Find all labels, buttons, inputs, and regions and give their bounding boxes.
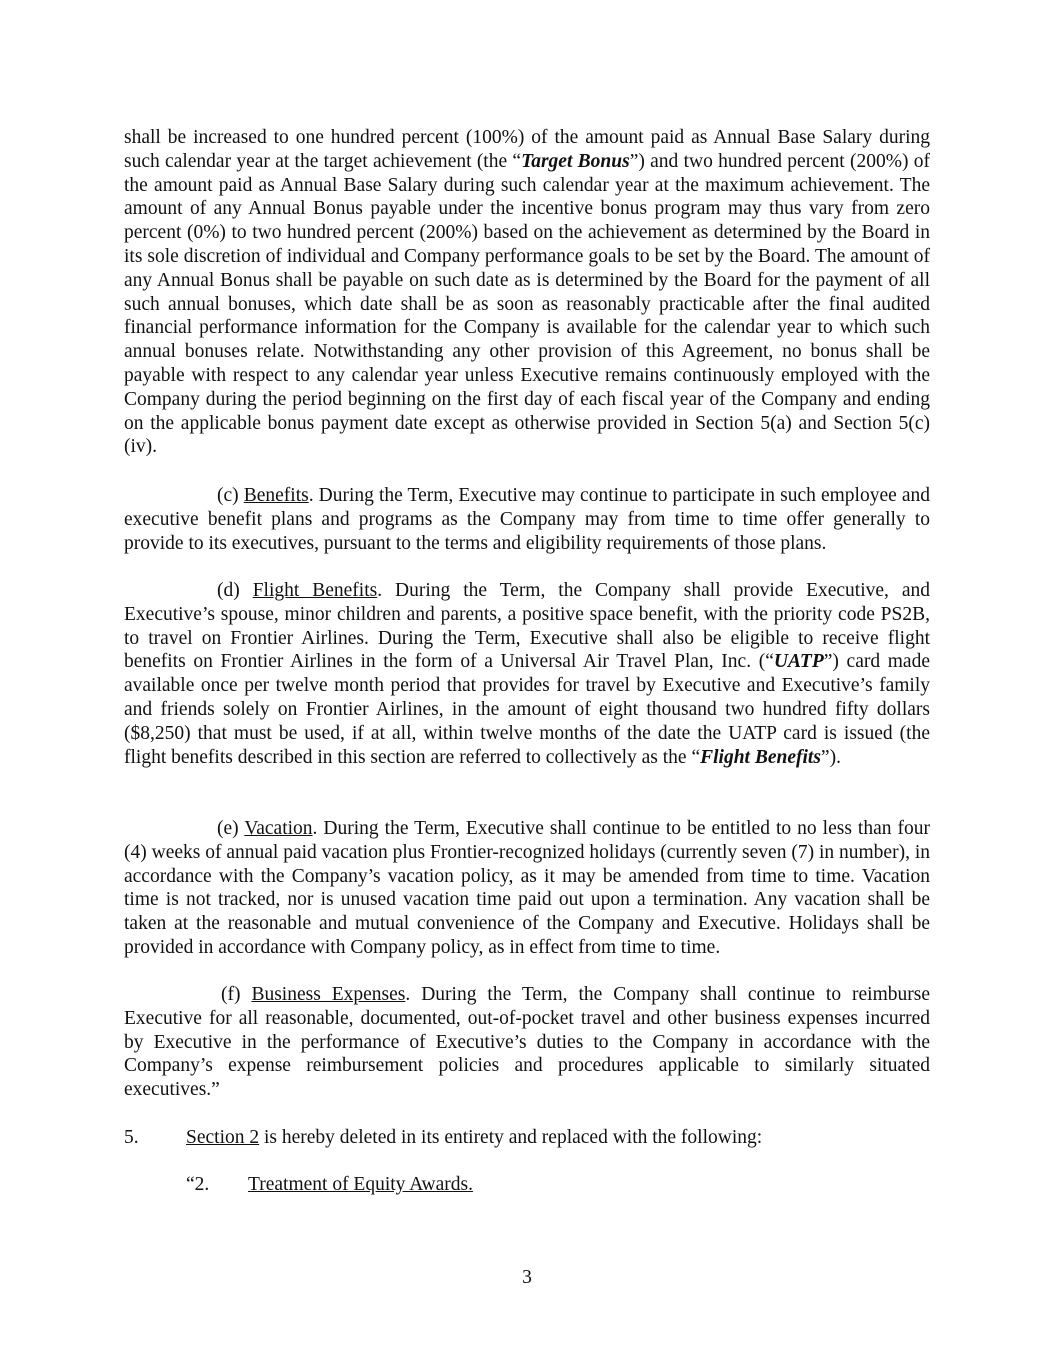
business-expenses-heading: Business Expenses	[251, 984, 406, 1005]
defined-term-target-bonus: Target Bonus	[521, 150, 630, 172]
defined-term-flight-benefits: Flight Benefits	[700, 746, 821, 768]
section-2-reference: Section 2	[186, 1127, 260, 1148]
defined-term-uatp: UATP	[773, 651, 824, 673]
flight-benefits-paragraph: (d) Flight Benefits. During the Term, the Company shall provide Executive, and Executive’s spouse, minor children and parents, a positive space benefit, with the priority code PS2B, to travel on Frontier Airlines. During the Term, Executive shall also be eligible to receive flight benefits on Frontier Airlines in the form of a Universal Air Travel Plan, Inc. (“UATP”) card made available once per twelve month period that provides for travel by Executive and Executive’s family and friends solely on Frontier Airlines, in the amount of eight thousand two hundred fifty dollars ($8,250) that must be used, if at all, within twelve months of the date the UATP card is issued (the flight benefits described in this section are referred to collectively as the “Flight Benefits”).	[124, 580, 931, 768]
equity-awards-number: “2.	[186, 1174, 210, 1195]
item-5	[124, 1126, 139, 1150]
business-expenses-paragraph: (f) Business Expenses. During the Term, the Company shall continue to reimburse Executive for all reasonable, documented, out-of-pocket travel and other business expenses incurred by Executive in the performance of Executive’s duties to the Company in accordance with the Company’s expense reimbursement policies and procedures applicable to similarly situated executives.”	[124, 984, 931, 1101]
flight-benefits-heading: Flight Benefits	[252, 580, 378, 601]
benefits-heading: Benefits	[243, 485, 309, 506]
item-5-number: 5.	[124, 1127, 139, 1148]
vacation-heading: Vacation	[244, 818, 313, 839]
item-5-text: Section 2 is hereby deleted in its entirety and replaced with the following:	[186, 1127, 763, 1148]
page-number: 3	[522, 1267, 532, 1288]
bonus-paragraph: shall be increased to one hundred percent (100%) of the amount paid as Annual Base Salary during such calendar year at the target achievement (the “Target Bonus”) and two hundred percent (200%) of the amount paid as Annual Base Salary during such calendar year at the maximum achievement. The amount of any Annual Bonus payable under the incentive bonus program may thus vary from zero percent (0%) to two hundred percent (200%) based on the achievement as determined by the Board in its sole discretion of individual and Company performance goals to be set by the Board. The amount of any Annual Bonus shall be payable on such date as is determined by the Board for the payment of all such annual bonuses, which date shall be as soon as reasonably practicable after the final audited financial performance information for the Company is available for the calendar year to which such annual bonuses relate. Notwithstanding any other provision of this Agreement, no bonus shall be payable with respect to any calendar year unless Executive remains continuously employed with the Company during the period beginning on the first day of each fiscal year of the Company and ending on the applicable bonus payment date except as otherwise provided in Section 5(a) and Section 5(c)(iv).	[124, 127, 930, 458]
equity-awards-heading: Treatment of Equity Awards.	[248, 1174, 473, 1195]
benefits-paragraph: (c) Benefits. During the Term, Executive may continue to participate in such employee and executive benefit plans and programs as the Company may from time to time offer generally to provide to its executives, pursuant to the terms and eligibility requirements of those plans.	[124, 485, 930, 554]
vacation-paragraph: (e) Vacation. During the Term, Executive shall continue to be entitled to no less than four (4) weeks of annual paid vacation plus Frontier-recognized holidays (currently seven (7) in number), in accordance with the Company’s vacation policy, as it may be amended from time to time. Vacation time is not tracked, nor is unused vacation time paid out upon a termination. Any vacation shall be taken at the reasonable and mutual convenience of the Company and Executive. Holidays shall be provided in accordance with Company policy, as in effect from time to time.	[124, 818, 930, 958]
